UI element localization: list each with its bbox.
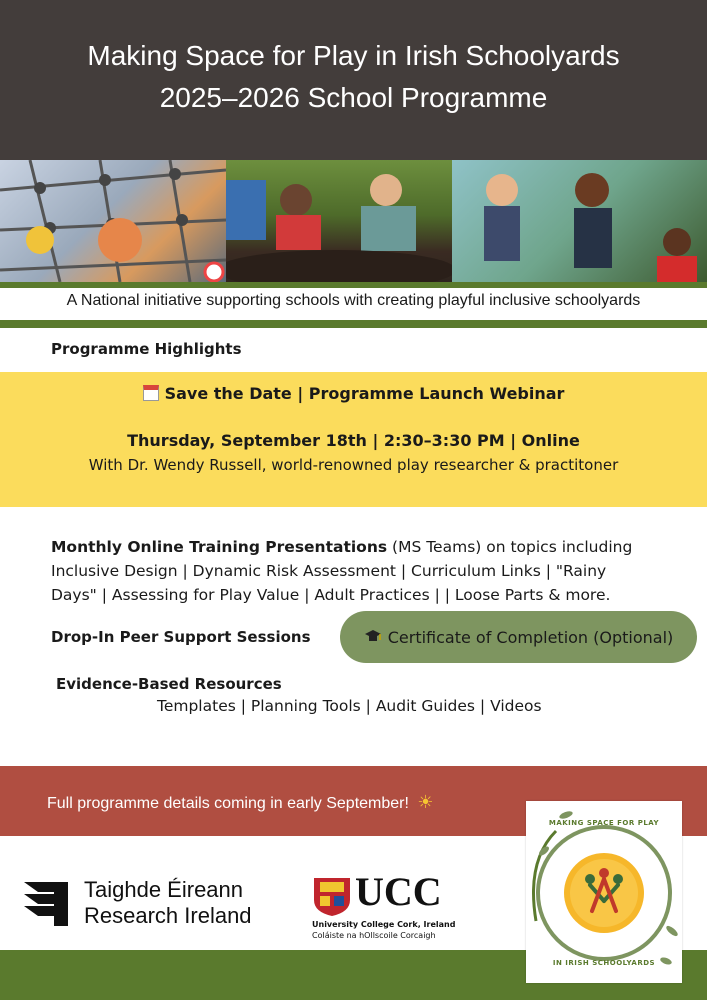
badge-text-bottom: IN IRISH SCHOOLYARDS (552, 959, 656, 967)
header-banner (0, 0, 707, 160)
training-description (51, 535, 701, 607)
certificate-label: Certificate of Completion (Optional) (387, 627, 674, 647)
ucc-abbr: UCC (355, 869, 442, 914)
page-title-line1: Making Space for Play in Irish Schoolyards (87, 40, 620, 71)
photo-strip (0, 160, 707, 282)
training-line1 (51, 535, 701, 559)
launch-speaker: With Dr. Wendy Russell, world-renowned play researcher & practitoner (88, 456, 619, 474)
graduation-cap-icon (364, 628, 382, 647)
green-divider-top (0, 282, 707, 288)
details-text: Full programme details coming in early September! (47, 795, 409, 812)
training-line2: Inclusive Design | Dynamic Risk Assessment | Curriculum Links | "Rainy (51, 562, 607, 580)
training-line3: Days" | Assessing for Play Value | Adult Practices | | Loose Parts & more. (51, 586, 611, 604)
details-text-row (47, 792, 434, 813)
training-line1-rest: (MS Teams) on topics including (387, 538, 633, 556)
calendar-icon (143, 385, 159, 401)
research-ireland-logo-mark (24, 880, 74, 928)
launch-title: Save the Date | Programme Launch Webinar (164, 384, 565, 403)
programme-badge-graphic (526, 801, 682, 983)
ucc-irish-name: Coláiste na hOllscoile Corcaigh (312, 931, 436, 940)
ucc-name: University College Cork, Ireland (312, 920, 456, 929)
launch-title-row (0, 384, 707, 403)
resources-items: Templates | Planning Tools | Audit Guides | Videos (157, 697, 542, 715)
programme-badge-logo (526, 801, 682, 983)
photo-children-digging (226, 160, 452, 282)
training-heading: Monthly Online Training Presentations (51, 538, 388, 556)
ucc-crest-icon (312, 876, 352, 916)
highlights-heading: Programme Highlights (51, 340, 242, 358)
badge-text-top: MAKING SPACE FOR PLAY (548, 819, 660, 827)
photo-children-running (452, 160, 707, 282)
page-title-line2: 2025–2026 School Programme (159, 82, 548, 113)
sun-icon: ☀ (417, 792, 434, 812)
launch-date: Thursday, September 18th | 2:30–3:30 PM | Online (127, 431, 580, 450)
tagline: A National initiative supporting schools with creating playful inclusive schoolyards (66, 292, 641, 309)
green-divider-bottom (0, 320, 707, 328)
research-ireland-english: Research Ireland (84, 903, 252, 928)
certificate-badge (340, 611, 697, 663)
research-ireland-irish: Taighde Éireann (84, 877, 244, 902)
launch-webinar-panel (0, 372, 707, 507)
photo-climbing-frame (0, 160, 226, 282)
peer-support-heading: Drop-In Peer Support Sessions (51, 628, 311, 646)
resources-heading: Evidence-Based Resources (56, 675, 282, 693)
research-ireland-wordmark (84, 877, 252, 929)
